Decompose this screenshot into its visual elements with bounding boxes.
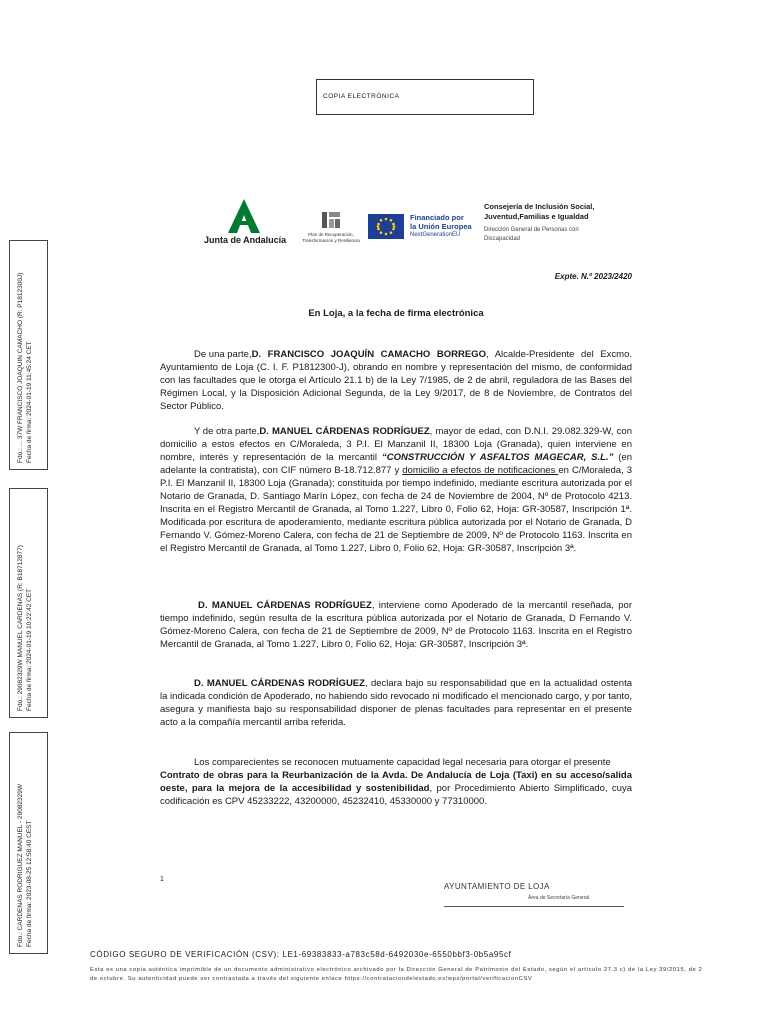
paragraph-4 xyxy=(160,677,632,729)
plan-line1: Plan de Recuperación, xyxy=(308,232,354,237)
stamp-3-text: Fdo.: CARDENAS RODRIGUEZ MANUEL - 29082329W Fecha de firma: 2023-08-25 12:58:40 CEST xyxy=(17,783,33,947)
signature-stamp-2 xyxy=(9,488,48,718)
p4-name: D. MANUEL CÁRDENAS RODRÍGUEZ xyxy=(194,678,365,689)
p5-lead: Los comparecientes se reconocen mutuamente capacidad legal necesaria para otorgar el presente xyxy=(194,757,611,768)
plan-line2: Transformación y Resiliencia xyxy=(302,238,360,243)
junta-emblem-icon xyxy=(224,199,264,233)
paragraph-1 xyxy=(160,348,632,413)
consejeria-line1: Consejería de Inclusión Social, xyxy=(484,202,595,211)
consejeria-block xyxy=(484,202,634,244)
p2-text3: en C/Moraleda, 3 P.I. El Manzanil II, 18300 Loja (Granada); constituida por tiempo indefinido, mediante escritura autorizada por el Notario de Granada, D. Santiago Marín López, con fecha de 24 de Noviembre de 2004, Nº de Protocolo 4213. Inscrita en el Registro Mercantil de Granada, al Tomo 1.227, Libro 0, Folio 62, Hoja: GR-30587, Inscripción 1ª. Modificada por escritura de apoderamiento, mediante escritura pública autorizada por el Notario de Granada, D Fernando V. Gómez-Moreno Calera, con fecha de 21 de Septiembre de 2009, Nº de Protocolo 1163. Inscrita en el Registro Mercantil de Granada, al Tomo 1.227, Libro 0, Folio 62, Hoja: GR-30587, Inscripción 3ª. xyxy=(160,465,633,554)
p5-text: , por Procedimiento Abierto Simplificado, cuya codificación es CPV 45233222, 43200000, 45232410, 45330000 y 77310000. xyxy=(160,783,633,807)
p3-name: D. MANUEL CÁRDENAS RODRÍGUEZ xyxy=(198,600,372,611)
p2-text1: , mayor de edad, con D.N.I. 29.082.329-W, con domicilio a estos efectos en C/Moraleda, 3 P.I. El Manzanil II, 18300 Loja (Granada), quien interviene en nombre, interés y representación de la mercantil xyxy=(160,426,632,463)
eu-nextgen-logo xyxy=(368,212,478,242)
p3-text: , interviene como Apoderado de la mercantil reseñada, por tiempo indefinido, según resulta de la escritura pública autorizada por el Notario de Granada, D Fernando V. Gómez-Moreno Calera, con fecha de 21 de Septiembre de 2009, Nº de Protocolo 1163. Inscrita en el Registro Mercantil de Granada, al Tomo 1.227, Libro 0, Folio 62, Hoja: GR-30587, Inscripción 3ª. xyxy=(160,600,633,650)
signature-stamp-1 xyxy=(9,240,48,470)
consejeria-sub: Dirección General de Personas con Discapacidad xyxy=(484,227,579,242)
p2-text2: (en adelante la contratista), con CIF número B-18.712.877 y xyxy=(160,452,633,476)
p4-text: , declara bajo su responsabilidad que en la actualidad ostenta la indicada condición de Apoderado, no habiendo sido revocado ni modificado el mencionado cargo, y por tanto, asegura y manifiesta bajo su responsabilidad disponer de plenas facultades para representar en el presente acto a la compañía mercantil arriba referida. xyxy=(160,678,632,728)
p2-company: “CONSTRUCCIÓN Y ASFALTOS MAGECAR, S.L.” xyxy=(381,452,614,463)
p1-text: , Alcalde-Presidente del Excmo. Ayuntamiento de Loja (C. I. F. P1812300-J), obrando en nombre y representación del mismo, de conformidad con las facultades que le otorga el Artículo 21.1 b) de la Ley 7/1985, de 2 de abril, reguladora de las Bases del Régimen Local, y la Disposición Adicional Segunda, de la Ley 9/2017, de 8 de Noviembre, de Contratos del Sector Público. xyxy=(160,349,632,412)
p1-name: D. FRANCISCO JOAQUÍN CAMACHO BORREGO xyxy=(251,349,486,360)
plan-emblem-icon xyxy=(320,210,342,230)
csv-code: CÓDIGO SEGURO DE VERIFICACIÓN (CSV): LE1-69383833-a783c58d-6492030e-6550bbf3-0b5a95cf xyxy=(90,950,512,959)
ayuntamiento-name: AYUNTAMIENTO DE LOJA xyxy=(444,882,550,891)
stamp-1-text: Fdo.: ... 37W FRANCISCO JOAQUIN CAMACHO (R: P1812300J) Fecha de firma: 2024-01-19 11:45:24 CET xyxy=(17,272,33,463)
p2-domicilio: domicilio a efectos de notificaciones xyxy=(402,465,559,476)
p1-lead: De una parte, xyxy=(194,349,252,360)
ayuntamiento-seal xyxy=(444,882,624,907)
page-number: 1 xyxy=(160,876,164,883)
signature-stamp-3 xyxy=(9,732,48,954)
p5-contract: Contrato de obras para la Reurbanización de la Avda. De Andalucía de Loja (Taxi) en su acceso/salida oeste, para la mejora de la accesibilidad y sostenibilidad xyxy=(160,770,632,794)
place-date: En Loja, a la fecha de firma electrónica xyxy=(308,308,484,319)
p2-lead: Y de otra parte, xyxy=(194,426,260,437)
copy-stamp-box xyxy=(316,79,534,115)
eu-line1: Financiado por xyxy=(410,213,464,222)
paragraph-5 xyxy=(160,756,632,808)
paragraph-3 xyxy=(160,599,632,651)
ayuntamiento-sub: Área de Secretaría General xyxy=(528,895,590,901)
paragraph-2 xyxy=(160,425,632,555)
stamp-2-text: Fdo.: 29082329W MANUEL CARDENAS (R: B18712877) Fecha de firma: 2024-01-19 10:22:42 CET xyxy=(17,545,33,711)
eu-line2: la Unión Europea xyxy=(410,222,472,231)
junta-name: Junta de Andalucía xyxy=(204,235,287,245)
eu-line3: NextGenerationEU xyxy=(410,232,461,238)
copy-label: COPIA ELECTRÓNICA xyxy=(323,93,400,100)
expediente-number: Expte. N.º 2023/2420 xyxy=(554,272,632,281)
footer-text: Esta es una copia auténtica imprimible de un documento administrativo electrónico archivado por la Dirección General de Patrimonio del Estado, según el artículo 27.3 c) de la Ley 39/2015, de 2 de octubre. Su autenticidad puede ser contrastada a través del siguiente enlace https://contrataciondelestado.es/wps/portal/verificacionCSV xyxy=(90,967,703,982)
consejeria-line2: Juventud,Familias e Igualdad xyxy=(484,212,589,221)
eu-flag-icon xyxy=(368,214,404,239)
plan-recuperacion-logo xyxy=(298,208,364,248)
junta-andalucia-logo xyxy=(202,199,292,249)
p2-name: D. MANUEL CÁRDENAS RODRÍGUEZ xyxy=(259,426,430,437)
